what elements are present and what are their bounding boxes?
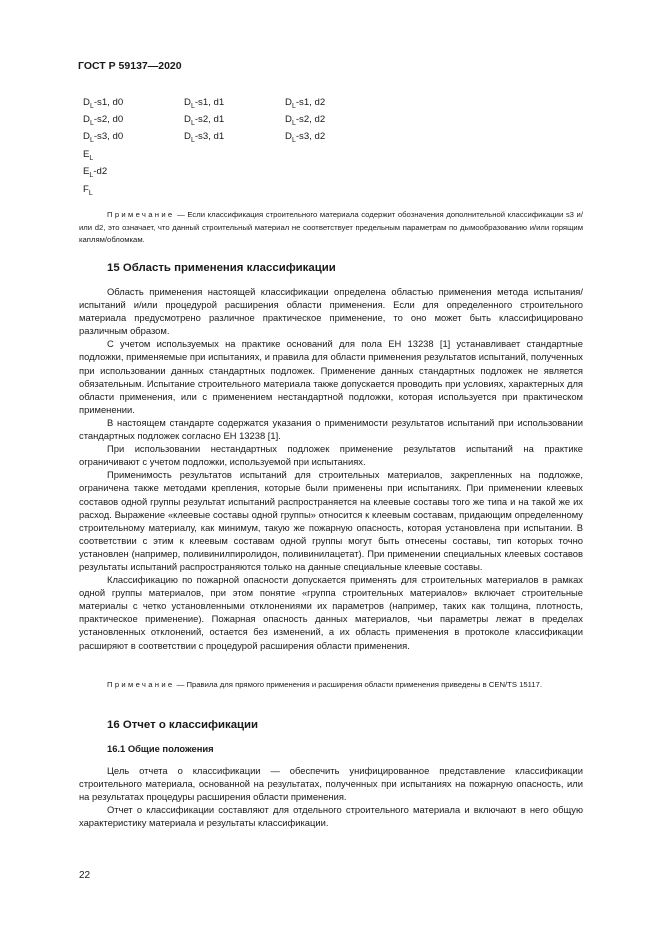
class-cell: $D_L-s1$, d0 [83, 97, 124, 110]
paragraph: Цель отчета о классификации — обеспечить унифицированное представление классификации строительного материала, основанной на результатах, полученных при испытаниях на пожарную опасность, или на результатах процедуры расширения области применения. [79, 765, 583, 803]
note-label: Примечание [107, 680, 175, 689]
class-cell: $D_L-s2$, d2 [285, 114, 326, 127]
class-cell: $D_L-s3$, d1 [184, 131, 225, 144]
note-label: Примечание [107, 210, 175, 219]
note-text: — Правила для прямого применения и расширения области применения приведены в CEN/TS 15117. [174, 680, 543, 689]
class-cell: $D_L-s3$, d0 [83, 131, 124, 144]
paragraph: Отчет о классификации составляют для отдельного строительного материала и включают в него общую характеристику материала и результаты классификации. [79, 804, 583, 829]
class-cell: $D_L-s1$, d1 [184, 97, 225, 110]
paragraph: Область применения настоящей классификации определена областью применения метода испытания/испытаний и/или процедурой расширения области применения. Если для определенного строительного материала предусмотрено различное практическое применение, то оно может быть классифицировано различным образом. [79, 286, 583, 337]
paragraph: Применимость результатов испытаний для строительных материалов, закрепленных на подложке, ограничена также методами крепления, которые были применены при испытаниях. При применении клеевых составов одной группы результат испытаний распространяется на клеевые составы того же типа и на такой же их расход. Выражение «клеевые составы одной группы» относится к клеевым составам, придающим определенному строительному материалу, как минимум, такую же пожарную опасность, которая установлена при испытании. В соответствии с этим к клеевым составам одной группы могут быть отнесены составы, тип которых точно установлен (например, поливинилпиролидон, поливинилацетат). При применении специальных клеевых составов результаты испытаний распространяются только на данные специальные клеевые составы. [79, 469, 583, 572]
class-cell: $E_L$ [83, 149, 94, 162]
document-header: ГОСТ Р 59137—2020 [78, 60, 182, 72]
page-number: 22 [79, 870, 91, 881]
note-text: — Если классификация строительного материала содержит обозначения дополнительной классификации s3 и/или d2, это означает, что данный строительный материал не соответствует предельным параметрам по дымообразованию и/или горящим каплям/обломкам. [79, 210, 583, 245]
class-cell: $D_L-s1$, d2 [285, 97, 326, 110]
section-15-body [79, 285, 583, 652]
class-cell: $D_L-s3$, d2 [285, 131, 326, 144]
note-2 [79, 679, 583, 692]
class-cell: $E_L-d2$ [83, 166, 108, 179]
section-16-1-title: 16.1 Общие положения [107, 743, 214, 754]
paragraph: С учетом используемых на практике оснований для пола ЕН 13238 [1] устанавливает стандартные подложки, применяемые при испытаниях, и правила для области применения результатов испытаний, полученных при использовании данных стандартных подложек. Применение данных стандартных подложек не является обязательным. Испытание строительного материала также допускается проводить при условиях, характерных для области применения, или с применением нестандартной подложки, которая используется при практическом применении. [79, 338, 583, 415]
paragraph: При использовании нестандартных подложек применение результатов испытаний на практике ограничивают с учетом подложки, используемой при испытаниях. [79, 443, 583, 468]
section-15-title: 15 Область применения классификации [107, 262, 336, 274]
class-cell: $D_L-s2$, d1 [184, 114, 225, 127]
class-cell: $D_L-s2$, d0 [83, 114, 124, 127]
section-16-body [79, 764, 583, 829]
class-cell: $F_L$ [83, 184, 93, 197]
note-1 [79, 209, 583, 247]
section-16-title: 16 Отчет о классификации [107, 719, 259, 731]
paragraph: В настоящем стандарте содержатся указания о применимости результатов испытаний при использовании стандартных подложек согласно ЕН 13238 [1]. [79, 416, 583, 442]
paragraph: Классификацию по пожарной опасности допускается применять для строительных материалов в рамках одной группы материалов, при этом понятие «группа строительных материалов» включает строительные материалы с четко установленными отклонениями их параметров (например, таких как толщина, плотность, практическое применение). Пожарная опасность данных материалов, чьи параметры лежат в пределах установленных отклонений, остается без изменений, а их область применения в протоколе классификации расширяют в соответствии с процедурой расширения области применения. [79, 574, 583, 651]
